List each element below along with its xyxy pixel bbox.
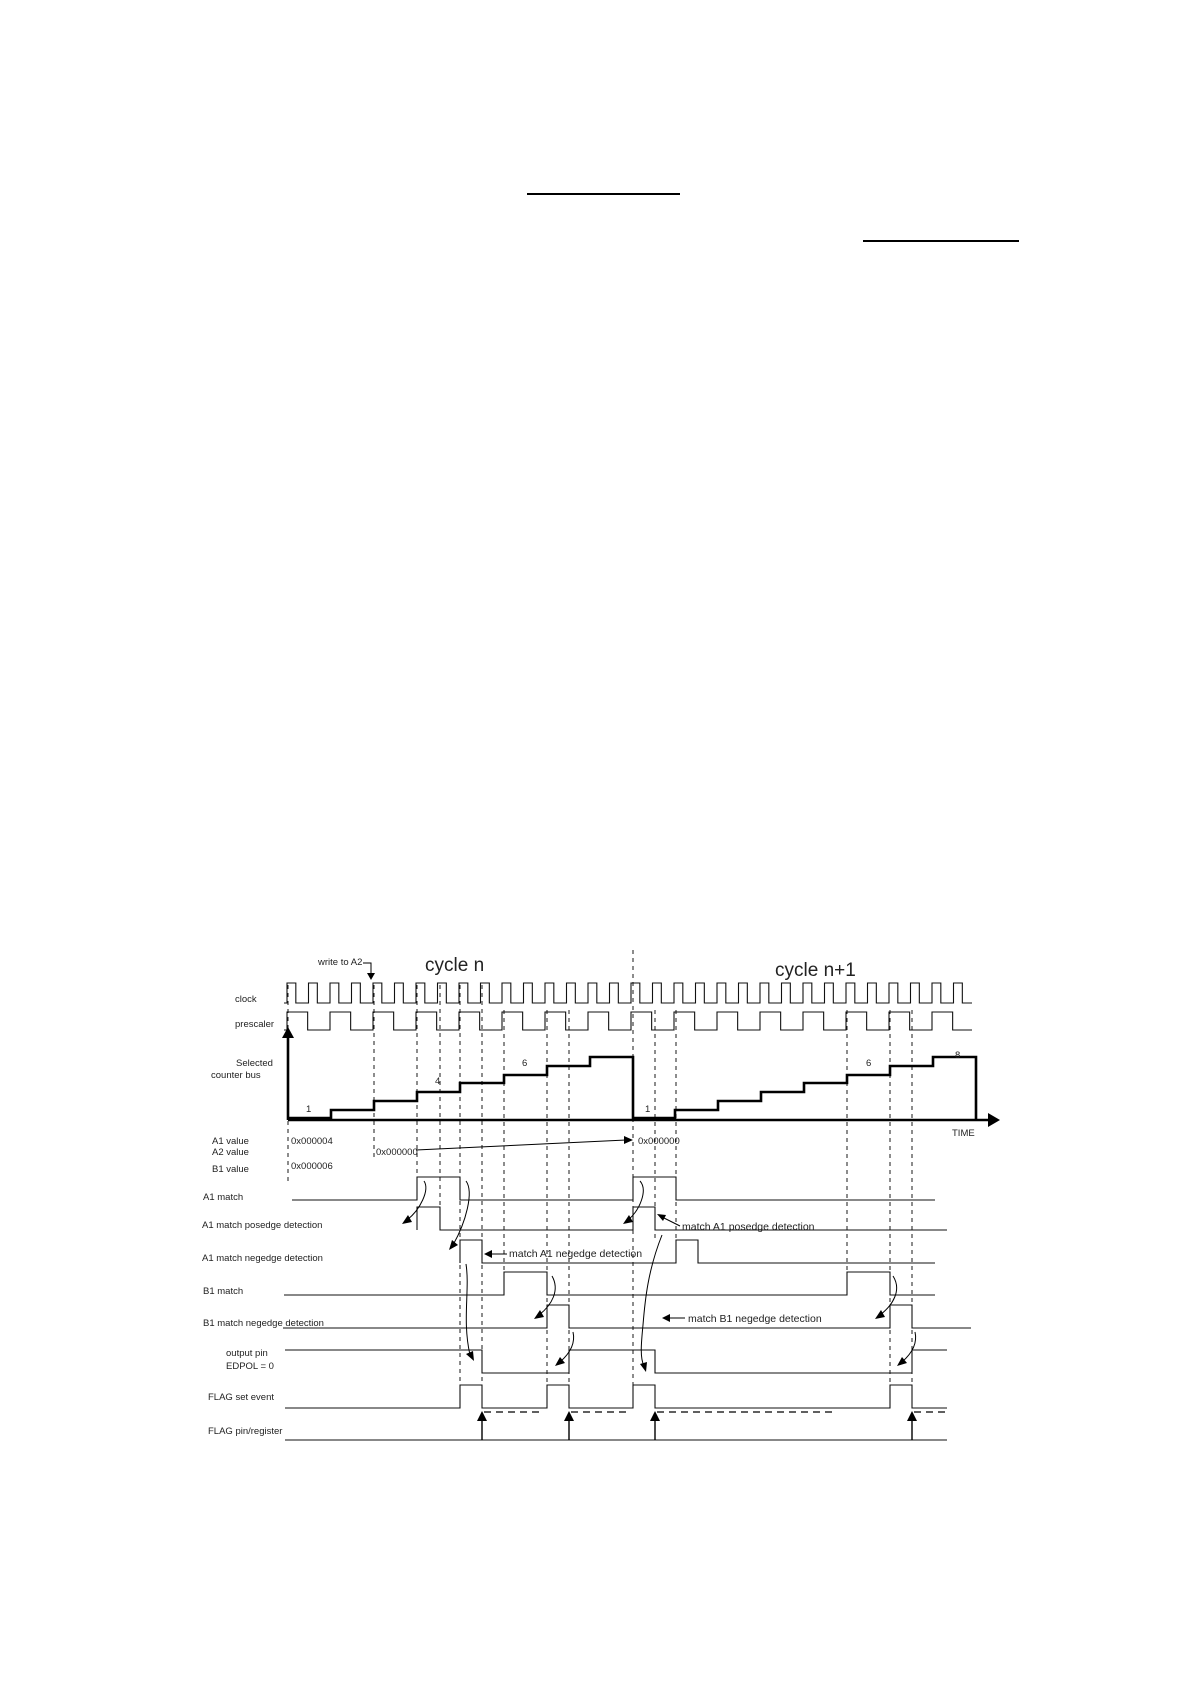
b1-negedge-annotation-arrowhead — [662, 1314, 670, 1322]
causality-arrow — [453, 1181, 469, 1245]
causality-arrow — [466, 1264, 470, 1355]
prescaler-label: prescaler — [235, 1019, 275, 1030]
causality-arrow — [902, 1332, 916, 1362]
clock-waveform — [284, 983, 972, 1003]
selected-label: Selected — [236, 1058, 273, 1069]
causality-arrowhead — [534, 1310, 544, 1319]
b1-negedge-annotation: match B1 negedge detection — [688, 1313, 822, 1325]
counter-bus-label: counter bus — [211, 1070, 261, 1081]
causality-arrowhead — [875, 1310, 885, 1319]
causality-arrowhead — [466, 1351, 474, 1361]
a2-transfer-arrowhead — [624, 1136, 633, 1144]
prescaler-waveform — [284, 1012, 972, 1030]
counter-x-arrowhead — [988, 1113, 1000, 1127]
counter-label-8: 8 — [955, 1050, 961, 1061]
b1-match-waveform — [284, 1272, 935, 1295]
b1-value-label: B1 value — [212, 1164, 249, 1175]
causality-arrow — [560, 1332, 574, 1362]
output-pin-label: output pin — [226, 1348, 268, 1359]
a1-negedge-annotation: match A1 negedge detection — [509, 1248, 643, 1260]
causality-arrowhead — [402, 1215, 412, 1224]
a1-pos-label: A1 match posedge detection — [202, 1220, 323, 1231]
causality-arrows — [402, 1181, 916, 1372]
a2-value-label: A2 value — [212, 1147, 249, 1158]
counter-label-6: 6 — [522, 1058, 528, 1069]
counter-staircase-cycle-n1 — [633, 1057, 976, 1120]
edpol-label: EDPOL = 0 — [226, 1361, 274, 1372]
counter-label-6b: 6 — [866, 1058, 872, 1069]
write-to-a2-arrowhead — [367, 973, 375, 980]
a1-value: 0x000004 — [291, 1136, 333, 1147]
a1-posedge-annotation-arrow — [662, 1217, 680, 1226]
clock-label: clock — [235, 994, 257, 1005]
a2-value: 0x000000 — [376, 1147, 418, 1158]
b1-match-label: B1 match — [203, 1286, 244, 1297]
b1-value: 0x000006 — [291, 1161, 333, 1172]
a1-posedge-annotation-arrowhead — [657, 1214, 666, 1221]
a1-match-waveform — [292, 1177, 935, 1200]
a1-negedge-annotation-arrowhead — [484, 1250, 492, 1258]
a2-to-a1-transfer-arrow — [416, 1140, 626, 1150]
cycle-n-title: cycle n — [425, 955, 485, 976]
a1-next-value: 0x000000 — [638, 1136, 680, 1147]
a1-posedge-annotation: match A1 posedge detection — [682, 1221, 815, 1233]
output-pin-waveform — [285, 1350, 947, 1373]
a1-value-label: A1 value — [212, 1136, 249, 1147]
causality-arrowhead — [449, 1240, 458, 1250]
time-label: TIME — [952, 1128, 975, 1139]
guide-lines — [288, 950, 912, 1400]
cycle-n1-title: cycle n+1 — [775, 960, 856, 981]
flag-set-waveform — [285, 1385, 947, 1408]
causality-arrowhead — [640, 1362, 647, 1372]
flag-pin-label: FLAG pin/register — [208, 1426, 283, 1437]
flag-set-arrows — [477, 1411, 917, 1440]
b1-negedge-waveform — [283, 1305, 971, 1328]
b1-neg-label: B1 match negedge detection — [203, 1318, 324, 1329]
counter-label-1b: 1 — [645, 1104, 651, 1115]
flag-set-label: FLAG set event — [208, 1392, 275, 1403]
write-to-a2-label: write to A2 — [318, 957, 363, 968]
counter-staircase-cycle-n — [288, 1057, 633, 1120]
causality-arrow — [641, 1235, 662, 1366]
counter-label-1: 1 — [306, 1104, 312, 1115]
counter-label-4: 4 — [435, 1076, 441, 1087]
a1-neg-label: A1 match negedge detection — [202, 1253, 323, 1264]
a1-match-label: A1 match — [203, 1192, 244, 1203]
